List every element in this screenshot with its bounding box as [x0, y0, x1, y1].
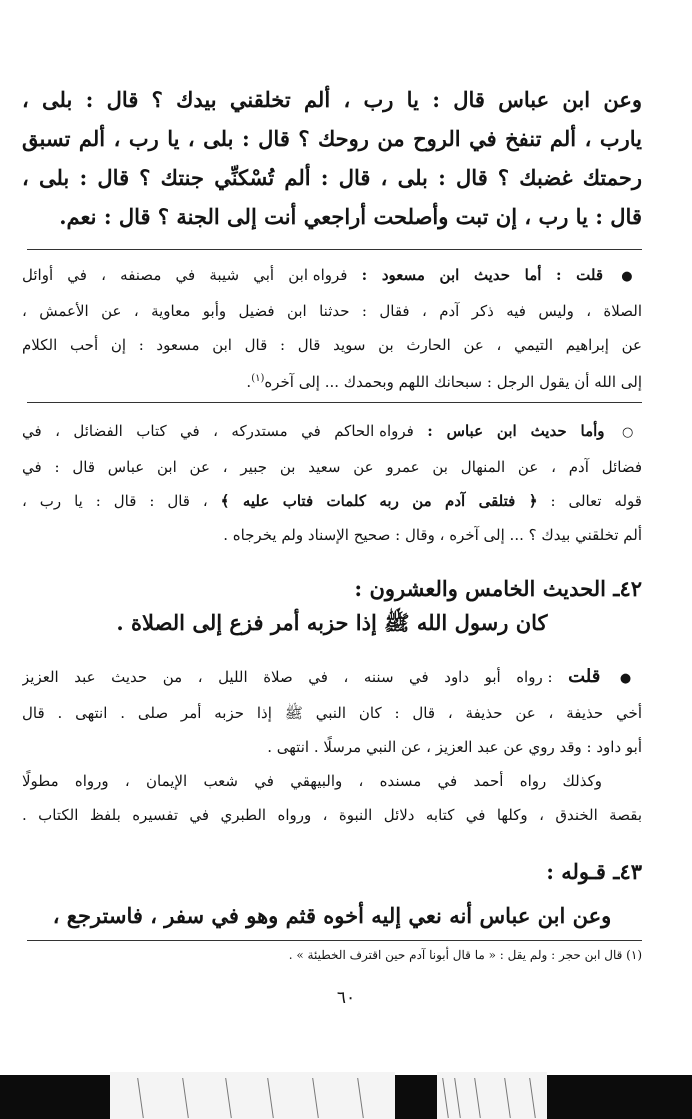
- bullet-icon: ●: [619, 671, 642, 686]
- quran-verse: ﴿ فتلقى آدم من ربه كلمات فتاب عليه ﴾: [220, 492, 538, 510]
- text-line: [22, 414, 642, 450]
- text-span: قوله تعالى :: [550, 492, 642, 510]
- text-span: ، قال : قال : يا رب ،: [22, 492, 208, 510]
- hadith-42: [22, 572, 642, 640]
- text-line: ألم تخلقني بيدك ؟ ... إلى آخره ، وقال : صحيح الإسناد ولم يخرجاه .: [223, 526, 642, 544]
- commentary-lead: قلت: [568, 666, 601, 687]
- bullet-icon: ●: [621, 269, 642, 284]
- commentary-ibn-abbas: [22, 414, 642, 552]
- text-line: فضائل آدم ، عن المنهال بن عمرو عن سعيد بن جبير ، عن ابن عباس قال : في: [22, 458, 642, 476]
- commentary-ibn-masud: [22, 258, 642, 399]
- footnote: (١) قال ابن حجر : ولم يقل : « ما قال أبونا آدم حين اقترف الخطيئة » .: [288, 948, 642, 962]
- text-span: فرواه ابن أبي شيبة في مصنفه ، في أوائل: [22, 266, 348, 284]
- text-line: أخي حذيفة ، عن حذيفة ، قال : كان النبي ﷺ إذا حزبه أمر صلى . انتهى . قال: [22, 704, 642, 722]
- hadith-text-block: [22, 899, 642, 933]
- text-line: وعن ابن عباس أنه نعي إليه أخوه قثم وهو في سفر ، فاسترجع ،: [52, 903, 612, 928]
- hadith-heading: ٤٣ـ قـوله :: [546, 859, 642, 884]
- footnote-ref: (١): [251, 373, 265, 384]
- text-span: إلى الله أن يقول الرجل : سبحانك اللهم وبحمدك ... إلى آخره: [264, 373, 642, 391]
- text-line: الصلاة ، وليس فيه ذكر آدم ، فقال : حدثنا ابن فضيل وأبو معاوية ، عن الأعمش ،: [22, 302, 642, 320]
- text-line: أبو داود : وقد روي عن عبد العزيز ، عن النبي مرسلًا . انتهى .: [267, 738, 642, 756]
- hadith-text: كان رسول الله ﷺ إذا حزبه أمر فزع إلى الصلاة .: [116, 610, 548, 635]
- separator: [27, 249, 642, 250]
- text-span: فرواه الحاكم في مستدركه ، في كتاب الفضائل ، في: [22, 422, 414, 440]
- text-line: إلى الله أن يقول الرجل : سبحانك اللهم وبحمدك ... إلى آخره$^{(١)}$.: [246, 373, 642, 391]
- text-line: [22, 484, 642, 518]
- scan-edge-strip: [437, 1072, 547, 1119]
- text-line: وكذلك رواه أحمد في مسنده ، والبيهقي في شعب الإيمان ، ورواه مطولًا: [22, 772, 602, 790]
- hadith-heading: ٤٢ـ الحديث الخامس والعشرون :: [354, 576, 642, 601]
- hadith-43: [22, 855, 642, 889]
- commentary-lead: وأما حديث ابن عباس :: [427, 422, 605, 440]
- separator: [27, 402, 642, 403]
- scan-edge-strip: [110, 1072, 395, 1119]
- text-line: رحمتك غضبك ؟ قال : بلى ، قال : ألم تُسْكنِّي جنتك ؟ قال : بلى ،: [22, 165, 642, 190]
- text-line: وعن ابن عباس قال : يا رب ، ألم تخلقني بيدك ؟ قال : بلى ،: [22, 87, 642, 112]
- text-line: قال : يا رب ، إن تبت وأصلحت أراجعي أنت إلى الجنة ؟ قال : نعم.: [59, 204, 642, 229]
- page-number: ٦٠: [336, 988, 356, 1008]
- hadith-text-block: [22, 80, 642, 236]
- text-line: بقصة الخندق ، وكلها في كتابه دلائل النبوة ، ورواه الطبري في تفسيره بلفظ الكتاب .: [22, 806, 642, 824]
- text-span: : رواه أبو داود في سننه ، في صلاة الليل ، من حديث عبد العزيز: [22, 668, 553, 686]
- text-line: [22, 660, 642, 696]
- footnote-separator: [27, 940, 642, 941]
- commentary-abu-dawud: [22, 660, 642, 832]
- text-line: عن إبراهيم التيمي ، عن الحارث بن سويد قال : قال ابن مسعود : إن أحب الكلام: [22, 336, 642, 354]
- text-line: يارب ، ألم تنفخ في الروح من روحك ؟ قال : بلى ، يا رب ، ألم تسبق: [22, 126, 642, 151]
- circle-bullet-icon: ○: [621, 425, 642, 440]
- text-line: [22, 258, 642, 294]
- commentary-lead: قلت : أما حديث ابن مسعود :: [361, 266, 604, 284]
